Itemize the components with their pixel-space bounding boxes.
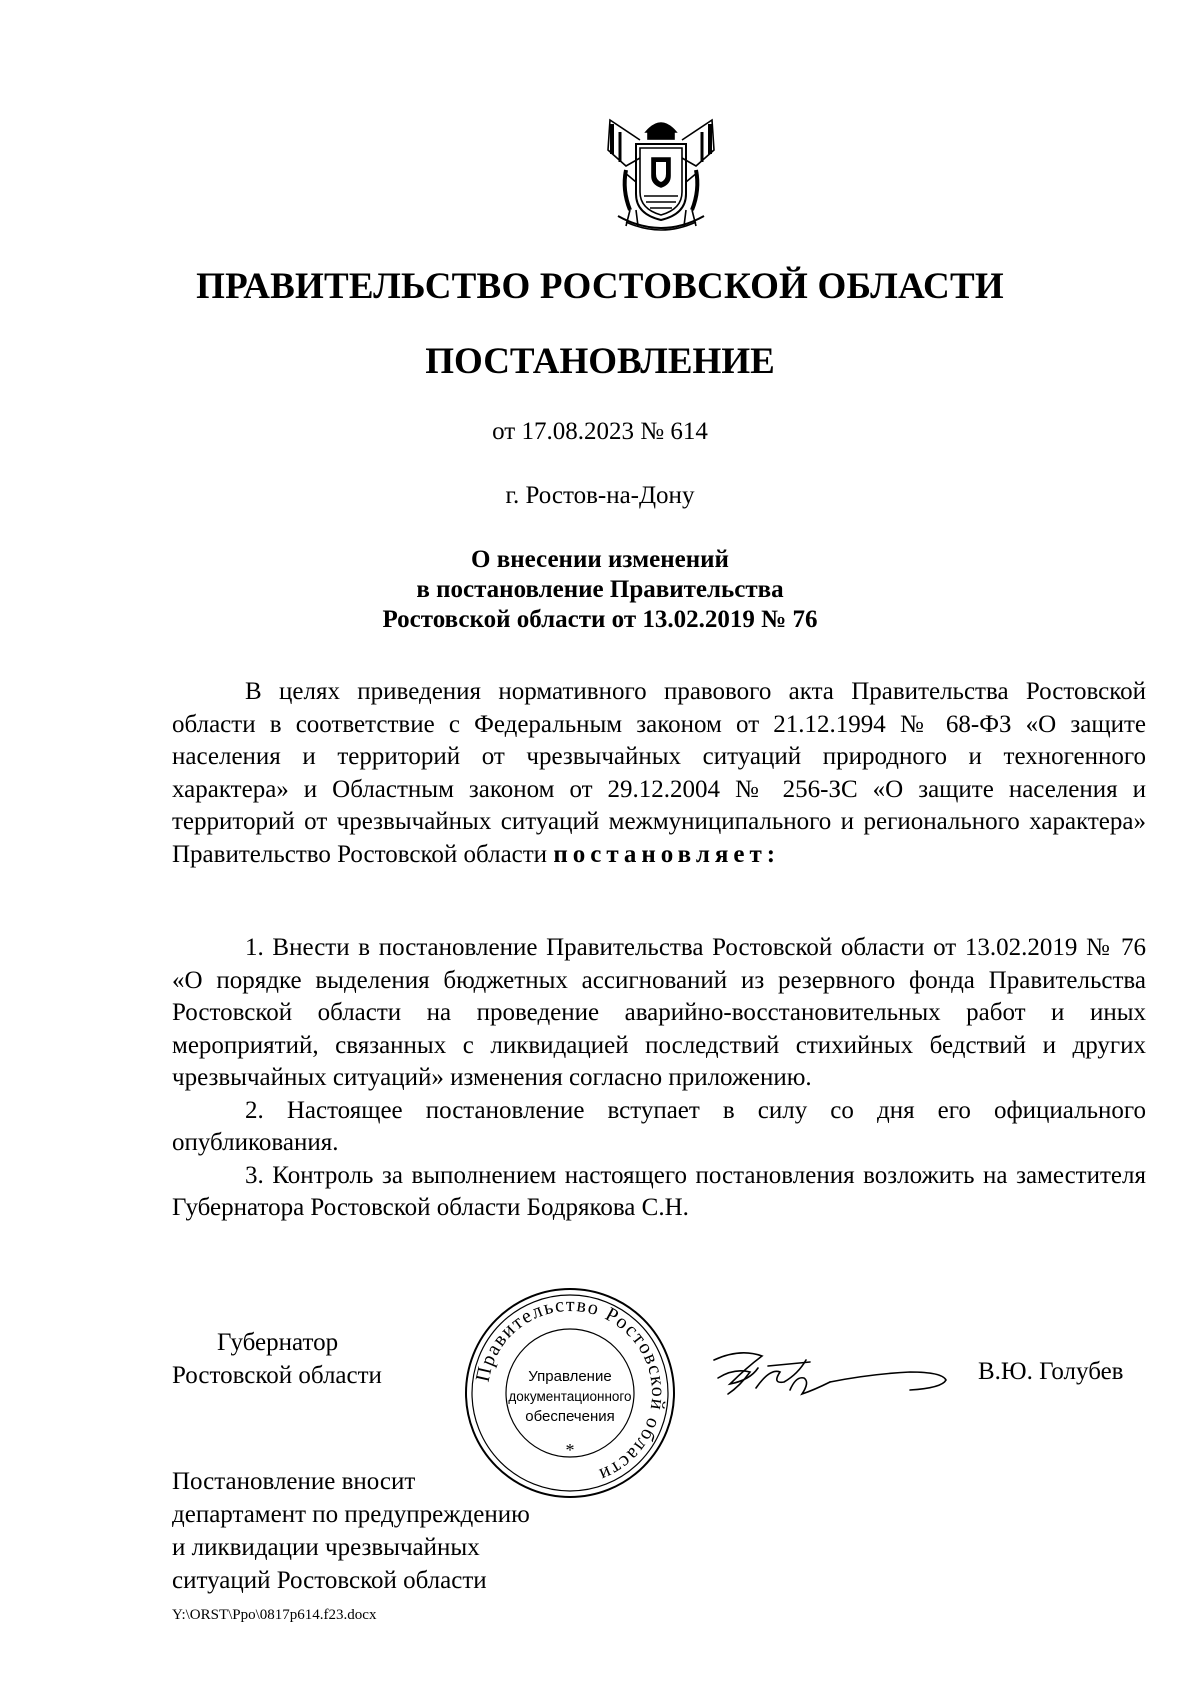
preamble-paragraph	[172, 676, 1146, 871]
introduced-by-line: департамент по предупреждению	[172, 1501, 530, 1528]
coat-of-arms-icon	[596, 110, 726, 242]
svg-text:*: *	[565, 1440, 575, 1460]
document-city: г. Ростов-на-Дону	[505, 482, 695, 509]
introduced-by-line: ситуаций Ростовской области	[172, 1567, 487, 1594]
introduced-by-line: Постановление вносит	[172, 1468, 416, 1495]
subject-line: в постановление Правительства	[416, 576, 784, 603]
seal-center-text: документационного	[508, 1389, 632, 1404]
signer-position-line: Губернатор	[217, 1329, 339, 1356]
document-type: ПОСТАНОВЛЕНИЕ	[425, 341, 775, 382]
preamble-text: В целях приведения нормативного правового акта Правительства Ростовской области в соответствие с Федеральным законом от 21.12.1994 № 68-ФЗ «О защите населения и территорий от чрезвычайных ситуаций природного и техногенного характера» и Областным законом от 29.12.2004 № 256-ЗС «О защите населения и территорий от чрезвычайных ситуаций межмуниципального и регионального характера» Правительство Ростовской области	[172, 678, 1146, 868]
signature-icon	[710, 1338, 950, 1408]
file-path: Y:\ORST\Ppo\0817p614.f23.docx	[172, 1607, 377, 1623]
decree-item: 1. Внести в постановление Правительства Ростовской области от 13.02.2019 № 76 «О порядке выделения бюджетных ассигнований из резервного фонда Правительства Ростовской области на проведение аварийно-восстановительных работ и иных мероприятий, связанных с ликвидацией последствий стихийных бедствий и других чрезвычайных ситуаций» изменения согласно приложению.	[172, 934, 1146, 1091]
signer-position-line: Ростовской области	[172, 1362, 382, 1389]
subject-line: О внесении изменений	[471, 546, 729, 573]
decree-item: 3. Контроль за выполнением настоящего постановления возложить на заместителя Губернатора Ростовской области Бодрякова С.Н.	[172, 1161, 1146, 1221]
seal-center-text: Управление	[528, 1368, 612, 1385]
decree-item: 2. Настоящее постановление вступает в силу со дня его официального опубликования.	[172, 1096, 1146, 1156]
preamble	[172, 676, 1146, 871]
introduced-by	[172, 1465, 530, 1597]
decree-word: постановляет:	[553, 840, 781, 868]
organization-title: ПРАВИТЕЛЬСТВО РОСТОВСКОЙ ОБЛАСТИ	[196, 266, 1004, 307]
introduced-by-line: и ликвидации чрезвычайных	[172, 1534, 480, 1561]
signer-name: В.Ю. Голубев	[978, 1358, 1124, 1385]
seal-ring-text: Правительство Ростовской области	[471, 1293, 670, 1487]
signer-position	[172, 1326, 382, 1392]
seal-center-text: обеспечения	[525, 1408, 615, 1425]
document-date-number: от 17.08.2023 № 614	[492, 418, 708, 445]
decree-items	[172, 932, 1146, 1225]
document-subject	[0, 545, 1200, 635]
subject-line: Ростовской области от 13.02.2019 № 76	[382, 606, 818, 633]
